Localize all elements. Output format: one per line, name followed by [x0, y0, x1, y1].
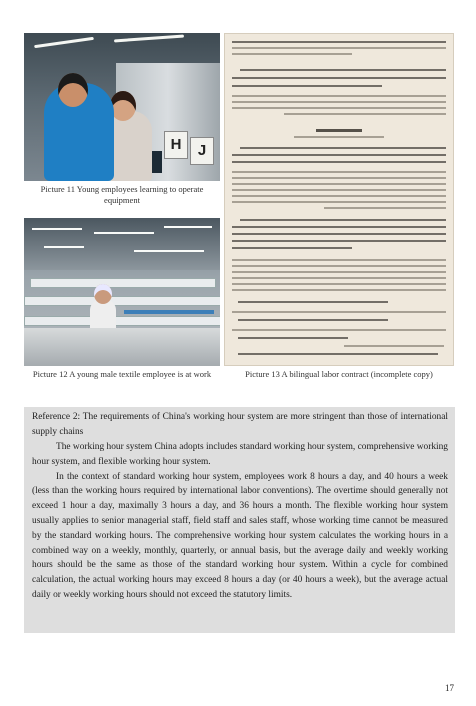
employee-head [58, 73, 88, 107]
text-line [232, 189, 446, 191]
picture-13-caption: Picture 13 A bilingual labor contract (incomplete copy) [245, 369, 433, 379]
loom-frame [24, 296, 220, 306]
page-number: 17 [445, 683, 454, 693]
text-line [238, 353, 438, 355]
text-line [232, 177, 446, 179]
text-line [232, 289, 446, 291]
ceiling-light [32, 228, 82, 230]
ceiling-light [164, 226, 212, 228]
text-line [232, 233, 446, 235]
picture-12-photo [24, 218, 220, 366]
reference-body [32, 440, 448, 603]
employee-head [94, 284, 112, 304]
text-line [232, 183, 446, 185]
picture-12-caption: Picture 12 A young male textile employee is at work [32, 369, 212, 379]
reference-paragraph: In the context of standard working hour system, employees work 8 hours a day, and 40 hours a week (less than the working hours required by international labor conventions). The overtime should generally not exceed 1 hour a day, maximally 3 hours a day, and 36 hours a month. The flexible working hour system usually applies to senior managerial staff, field staff and sales staff, whose working time cannot be measured by the standard working hours. The comprehensive working hour system calculates the working hours in a combined way on a weekly, monthly, quarterly, or annual basis, but the average daily and weekly working hours should be the same as those of the standard working hour system. Within a cycle for combined calculation, the actual working hours may exceed 8 hours a day (or 40 hours a week), but the average actual daily or weekly working hours should not exceed the statutory limits. [32, 471, 448, 600]
text-line [232, 107, 446, 109]
ceiling-light [94, 232, 154, 234]
text-line [232, 247, 352, 249]
loom-frame [24, 316, 220, 326]
loom-rail [124, 310, 214, 314]
text-line [240, 69, 446, 71]
text-line [232, 195, 446, 197]
text-line [294, 136, 384, 138]
text-line [232, 277, 446, 279]
ceiling-light [114, 35, 184, 43]
text-line [238, 301, 388, 303]
text-line [238, 337, 348, 339]
reference-title: Reference 2: The requirements of China's working hour system are more stringent than those of international supply chains [32, 412, 448, 437]
section-heading [316, 129, 362, 132]
text-line [232, 271, 446, 273]
text-line [232, 265, 446, 267]
machine-label-box: J [190, 137, 214, 165]
text-line [232, 226, 446, 228]
reference-box [24, 407, 455, 633]
picture-13-contract-photo [224, 33, 454, 366]
text-line [238, 319, 388, 321]
picture-11-caption: Picture 11 Young employees learning to operate equipment [40, 184, 204, 205]
text-line [232, 259, 446, 261]
text-line [232, 283, 446, 285]
ceiling-light [34, 37, 94, 48]
text-line [232, 329, 446, 331]
machine-label-box: H [164, 131, 188, 159]
text-line [232, 171, 446, 173]
loom-frame [30, 278, 216, 288]
text-line [240, 147, 446, 149]
text-line [232, 41, 446, 43]
ceiling-light [44, 246, 84, 248]
text-line [232, 161, 446, 163]
reference-paragraph: The working hour system China adopts includes standard working hour system, comprehensive working hour system, and flexible working hour system. [32, 442, 448, 467]
text-line [232, 240, 446, 242]
loom-foreground [24, 328, 220, 366]
text-line [232, 101, 446, 103]
picture-11-photo [24, 33, 220, 181]
text-line [232, 47, 446, 49]
text-line [232, 53, 352, 55]
text-line [344, 345, 444, 347]
text-line [232, 85, 382, 87]
text-line [324, 207, 446, 209]
text-line [232, 311, 446, 313]
text-line [284, 113, 446, 115]
text-line [240, 219, 446, 221]
text-line [232, 154, 446, 156]
text-line [232, 77, 446, 79]
text-line [232, 95, 446, 97]
ceiling-light [134, 250, 204, 252]
text-line [232, 201, 446, 203]
